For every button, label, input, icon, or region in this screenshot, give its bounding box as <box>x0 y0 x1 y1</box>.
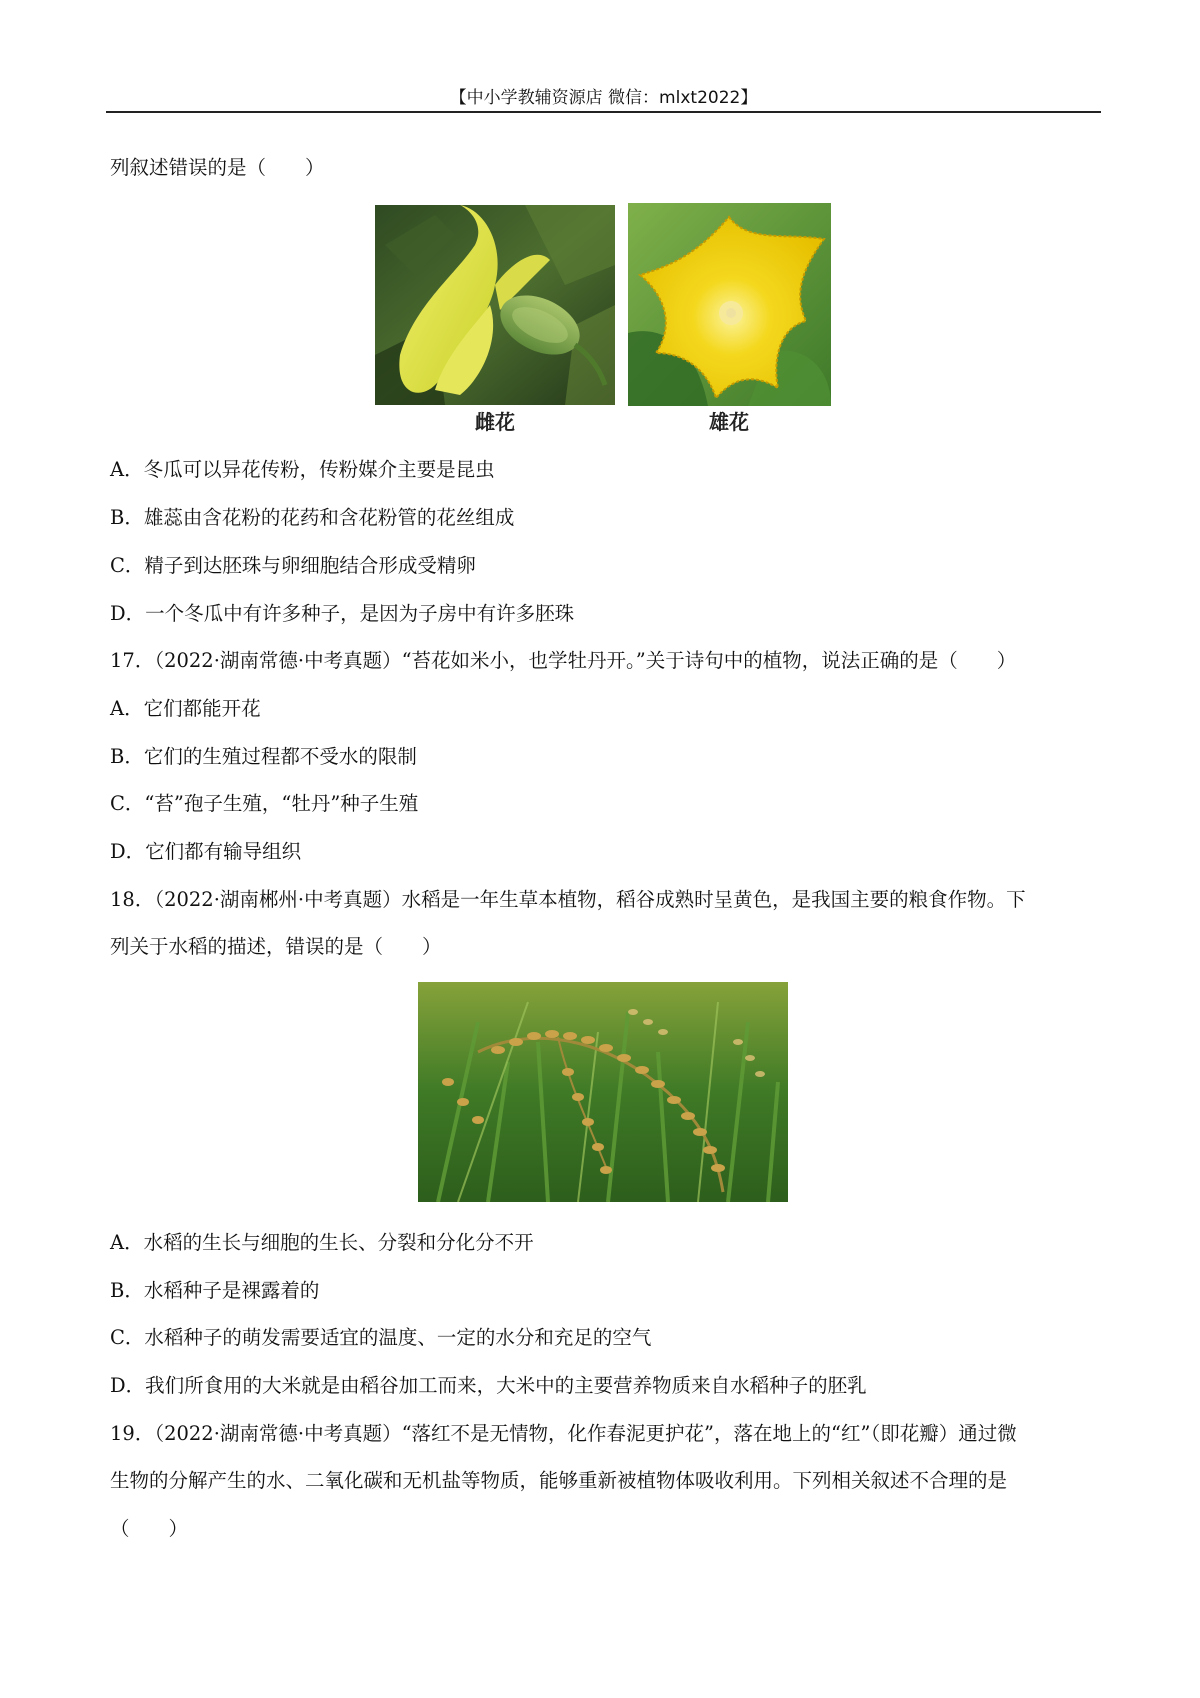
q16-option-a: A．冬瓜可以异花传粉，传粉媒介主要是昆虫 <box>110 458 495 481</box>
q17-option-c: C．“苔”孢子生殖，“牡丹”种子生殖 <box>110 792 419 815</box>
q18-option-b: B．水稻种子是裸露着的 <box>110 1279 320 1302</box>
header-rule <box>106 111 1101 113</box>
question-19-stem-line1: 19．（2022·湖南常德·中考真题）“落红不是无情物，化作春泥更护花”，落在地上的“红”（即花瓣）通过微 <box>110 1422 1017 1445</box>
q16-option-d: D．一个冬瓜中有许多种子，是因为子房中有许多胚珠 <box>110 602 575 625</box>
female-flower-caption: 雌花 <box>475 410 515 434</box>
rice-photo <box>418 982 788 1202</box>
q17-option-d: D．它们都有输导组织 <box>110 840 302 863</box>
q18-option-a: A．水稻的生长与细胞的生长、分裂和分化分不开 <box>110 1231 534 1254</box>
question-16-tail: 列叙述错误的是（ ） <box>110 156 325 179</box>
question-18-stem-line1: 18．（2022·湖南郴州·中考真题）水稻是一年生草本植物，稻谷成熟时呈黄色，是我国主要的粮食作物。下 <box>110 888 1026 911</box>
question-19-stem-line2: 生物的分解产生的水、二氧化碳和无机盐等物质，能够重新被植物体吸收利用。下列相关叙述不合理的是 <box>110 1469 1008 1492</box>
q16-option-c: C．精子到达胚珠与卵细胞结合形成受精卵 <box>110 554 476 577</box>
q16-option-b: B．雄蕊由含花粉的花药和含花粉管的花丝组成 <box>110 506 515 529</box>
question-17-stem: 17．（2022·湖南常德·中考真题）“苔花如米小，也学牡丹开。”关于诗句中的植物，说法正确的是（ ） <box>110 649 1017 672</box>
q18-option-d: D．我们所食用的大米就是由稻谷加工而来，大米中的主要营养物质来自水稻种子的胚乳 <box>110 1374 867 1397</box>
q17-option-b: B．它们的生殖过程都不受水的限制 <box>110 745 417 768</box>
male-flower-caption: 雄花 <box>709 410 749 434</box>
page-header: 【中小学教辅资源店 微信：mlxt2022】 <box>449 88 758 108</box>
male-flower-photo <box>628 203 831 406</box>
q18-option-c: C．水稻种子的萌发需要适宜的温度、一定的水分和充足的空气 <box>110 1326 652 1349</box>
question-19-stem-line3: （ ） <box>110 1517 189 1540</box>
question-18-stem-line2: 列关于水稻的描述，错误的是（ ） <box>110 935 442 958</box>
q17-option-a: A．它们都能开花 <box>110 697 261 720</box>
female-flower-photo <box>375 205 615 405</box>
